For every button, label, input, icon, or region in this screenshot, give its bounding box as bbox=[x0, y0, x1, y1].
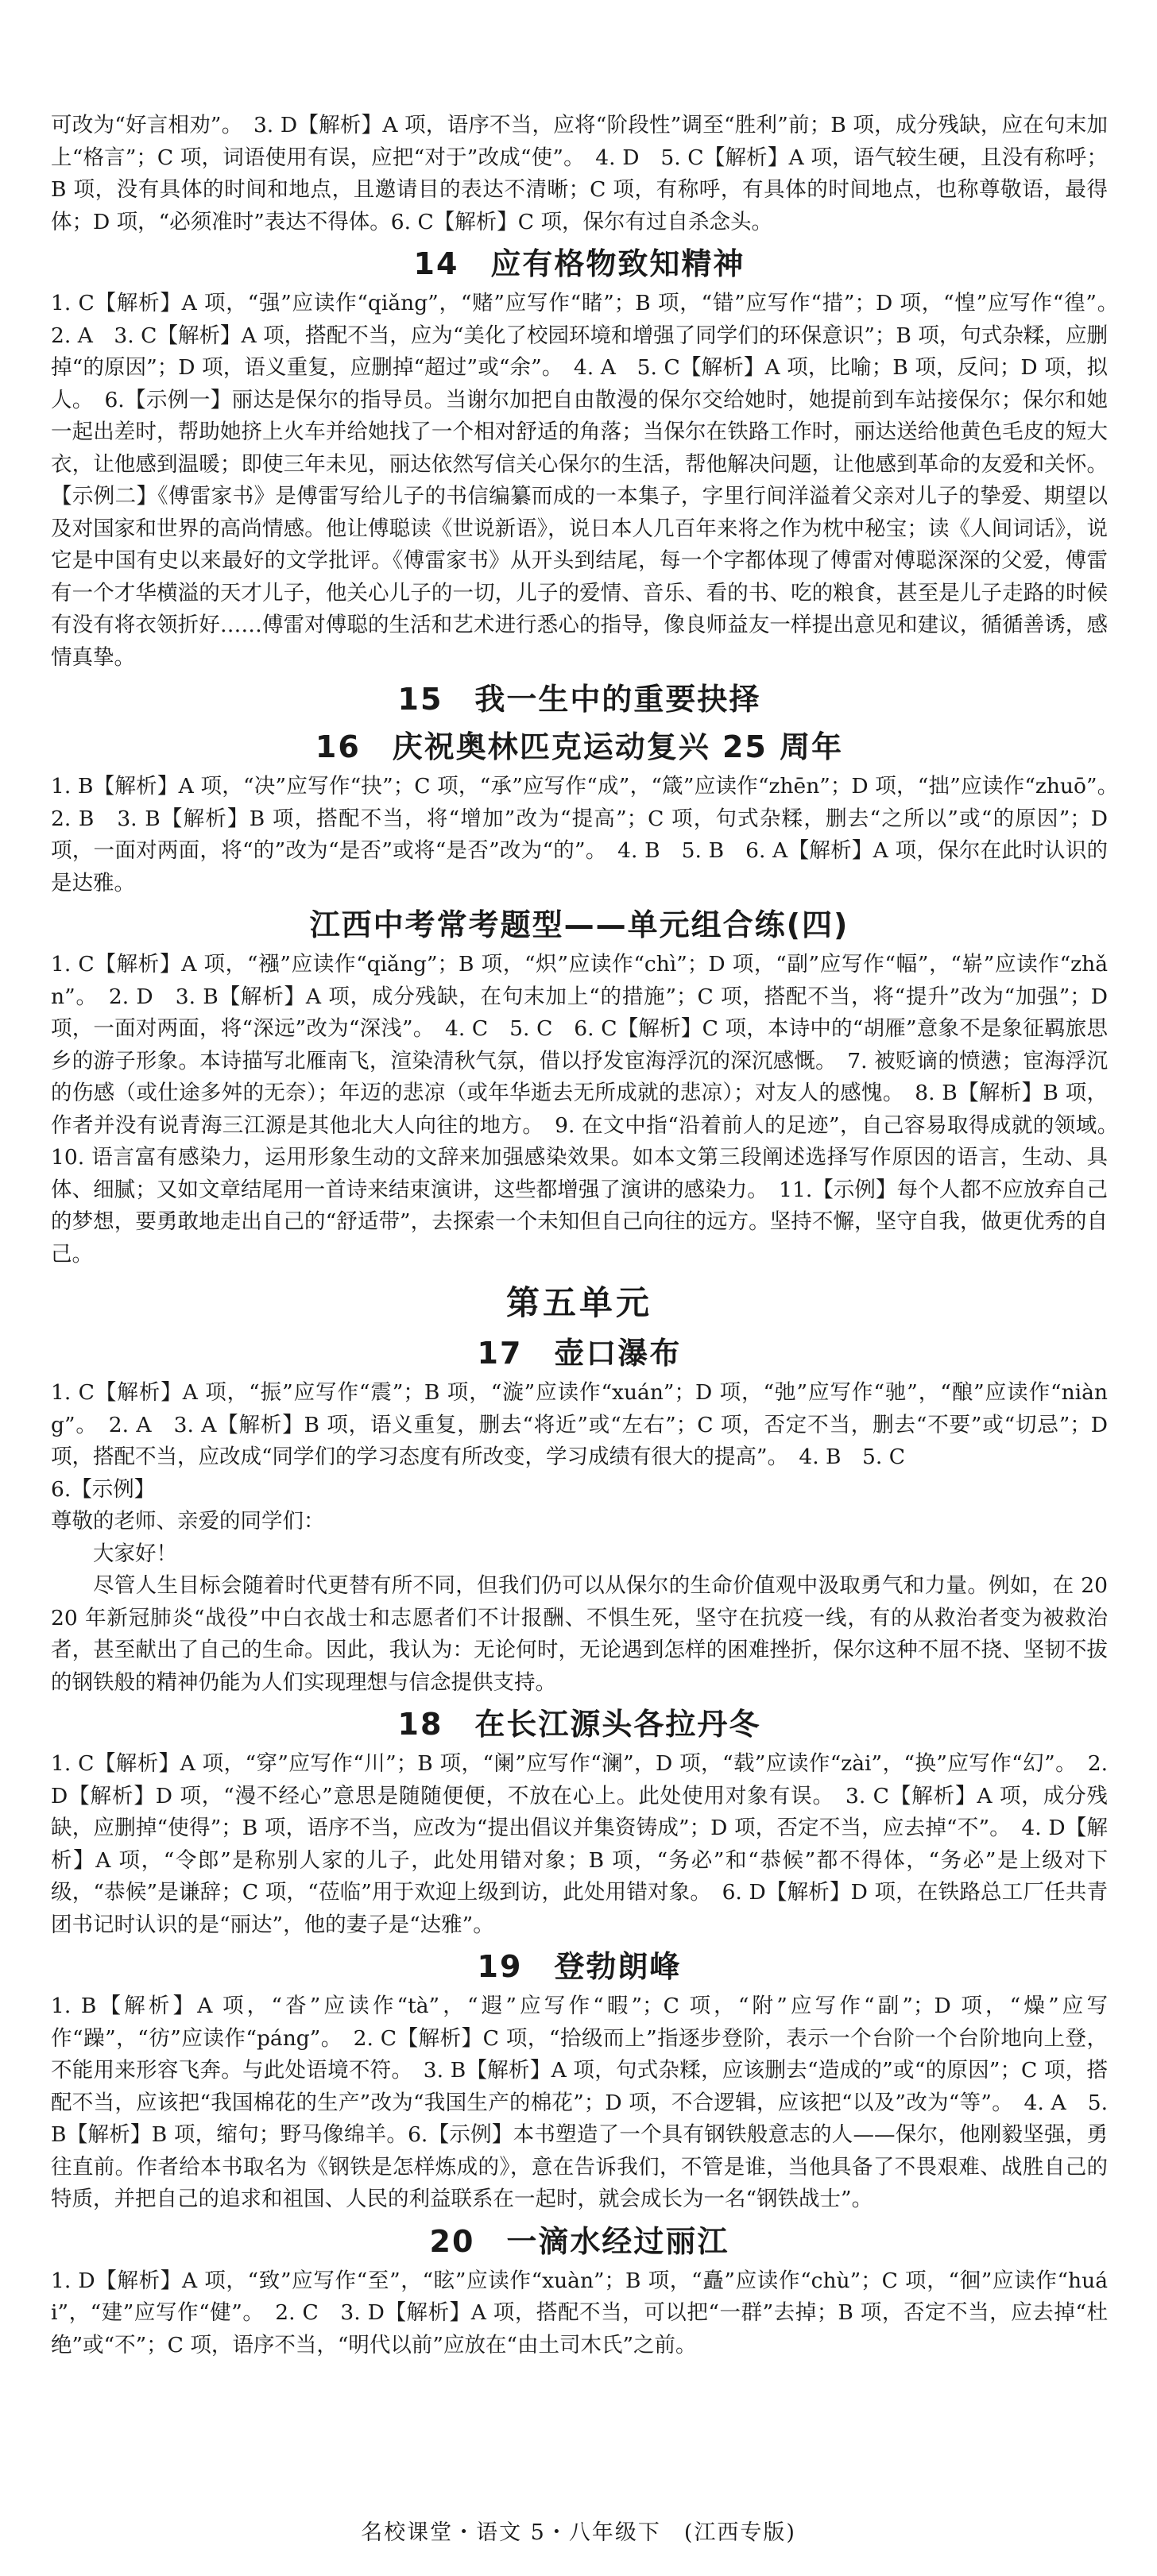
paragraph-17-example-label: 6.【示例】 bbox=[51, 1476, 156, 1502]
section-title-14: 14 应有格物致知精神 bbox=[413, 246, 745, 281]
paragraph-18: 1. C【解析】A 项，“穿”应写作“川”；B 项，“阑”应写作“澜”，D 项，“载”应读作“zài”，“换”应写作“幻”。 2. D【解析】D 项，“漫不经心”意思是随随便便，不放在心上。此处使用对象有误。 3. C【解析】A 项，成分残缺，应删掉“使得”；B 项，语序不当，应改为“提出倡议并集资铸成”；D 项，否定不当，应去掉“不”。 4. D【解析】A 项，“令郎”是称别人家的儿子，此处用错对象；B 项，“务必”和“恭候”都不得体，“务必”是上级对下级，“恭候”是谦辞；C 项，“莅临”用于欢迎上级到访，此处用错对象。 6. D【解析】D 项，在铁路总工厂任共青团书记时认识的是“丽达”，他的妻子是“达雅”。 bbox=[51, 1751, 1115, 1937]
paragraph-17: 1. C【解析】A 项，“振”应写作“震”；B 项，“漩”应读作“xuán”；D 项，“弛”应写作“驰”，“酿”应读作“niàng”。 2. A 3. A【解析】B 项，语义重复，删去“将近”或“左右”；C 项，否定不当，删去“不要”或“切忌”；D 项，搭配不当，应改成“同学们的学习态度有所改变，学习成绩有很大的提高”。 4. B 5. C bbox=[51, 1380, 1115, 1469]
paragraph-17-hello: 大家好！ bbox=[93, 1541, 177, 1566]
paragraph-17-speech: 尽管人生目标会随着时代更替有所不同，但我们仍可以从保尔的生命价值观中汲取勇气和力量。例如，在 2020 年新冠肺炎“战役”中白衣战士和志愿者们不计报酬、不惧生死，坚守在抗疫一线，有的从救治者变为被救治者，甚至献出了自己的生命。因此，我认为：无论何时，无论遇到怎样的困难挫折，保尔这种不屈不挠、坚韧不拔的钢铁般的精神仍能为人们实现理想与信念提供支持。 bbox=[51, 1573, 1108, 1695]
paragraph-14: 1. C【解析】A 项，“强”应读作“qiǎng”，“赌”应写作“睹”；B 项，“错”应写作“措”；D 项，“惶”应写作“徨”。 2. A 3. C【解析】A 项，搭配不当，应为“美化了校园环境和增强了同学们的环保意识”；B 项，句式杂糅，应删掉“的原因”；D 项，语义重复，应删掉“超过”或“余”。 4. A 5. C【解析】A 项，比喻；B 项，反问；D 项，拟人。 6.【示例一】丽达是保尔的指导员。当谢尔加把自由散漫的保尔交给她时，她提前到车站接保尔；保尔和她一起出差时，帮助她挤上火车并给她找了一个相对舒适的角落；当保尔在铁路工作时，丽达送给他黄色毛皮的短大衣，让他感到温暖；即使三年未见，丽达依然写信关心保尔的生活，帮他解决问题，让他感到革命的友爱和关怀。【示例二】《傅雷家书》是傅雷写给儿子的书信编纂而成的一本集子，字里行间洋溢着父亲对儿子的挚爱、期望以及对国家和世界的高尚情感。他让傅聪读《世说新语》，说日本人几百年来将之作为枕中秘宝；读《人间词话》，说它是中国有史以来最好的文学批评。《傅雷家书》从开头到结尾，每一个字都体现了傅雷对傅聪深深的父爱，傅雷有一个才华横溢的天才儿子，他关心儿子的一切，儿子的爱情、音乐、看的书、吃的粮食，甚至是儿子走路的时候有没有将衣领折好……傅雷对傅聪的生活和艺术进行悉心的指导，像良师益友一样提出意见和建议，循循善诱，感情真挚。 bbox=[51, 291, 1129, 670]
paragraph-intro: 可改为“好言相劝”。 3. D【解析】A 项，语序不当，应将“阶段性”调至“胜利”前；B 项，成分残缺，应在句末加上“格言”；C 项，词语使用有误，应把“对于”改成“使”。 4. D 5. C【解析】A 项，语气较生硬，且没有称呼；B 项，没有具体的时间和地点，且邀请目的表达不清晰；C 项，有称呼，有具体的时间地点，也称尊敬语，最得体；D 项，“必须准时”表达不得体。6. C【解析】C 项，保尔有过自杀念头。 bbox=[51, 113, 1108, 234]
paragraph-17-greeting: 尊敬的老师、亲爱的同学们： bbox=[51, 1509, 325, 1534]
section-title-15: 15 我一生中的重要抉择 bbox=[397, 682, 761, 717]
section-title-16: 16 庆祝奥林匹克运动复兴 25 周年 bbox=[315, 729, 844, 764]
section-title-20: 20 一滴水经过丽江 bbox=[429, 2223, 729, 2259]
section-title-unit-practice: 江西中考常考题型——单元组合练(四) bbox=[309, 907, 849, 942]
paragraph-unit-practice: 1. C【解析】A 项，“襁”应读作“qiǎng”；B 项，“炽”应读作“chì”；D 项，“副”应写作“幅”，“崭”应读作“zhǎn”。 2. D 3. B【解析】A 项，成分残缺，在句末加上“的措施”；C 项，搭配不当，将“提升”改为“加强”；D 项，一面对两面，将“深远”改为“深浅”。 4. C 5. C 6. C【解析】C 项，本诗中的“胡雁”意象不是象征羁旅思乡的游子形象。本诗描写北雁南飞，渲染清秋气氛，借以抒发宦海浮沉的深沉感慨。 7. 被贬谪的愤懑；宦海浮沉的伤感（或仕途多舛的无奈）；年迈的悲凉（或年华逝去无所成就的悲凉）；对友人的感愧。 8. B【解析】B 项，作者并没有说青海三江源是其他北大人向往的地方。 9. 在文中指“沿着前人的足迹”，自己容易取得成就的领域。 10. 语言富有感染力，运用形象生动的文辞来加强感染效果。如本文第三段阐述选择写作原因的语言，生动、具体、细腻；又如文章结尾用一首诗来结束演讲，这些都增强了演讲的感染力。 11.【示例】每个人都不应放弃自己的梦想，要勇敢地走出自己的“舒适带”，去探索一个未知但自己向往的远方。坚持不懈，坚守自我，做更优秀的自己。 bbox=[51, 952, 1129, 1267]
paragraph-16: 1. B【解析】A 项，“决”应写作“抉”；C 项，“承”应写作“成”，“箴”应读作“zhēn”；D 项，“拙”应读作“zhuō”。 2. B 3. B【解析】B 项，搭配不当，将“增加”改为“提高”；C 项，句式杂糅，删去“之所以”或“的原因”；D 项，一面对两面，将“的”改为“是否”或将“是否”改为“的”。 4. B 5. B 6. A【解析】A 项，保尔在此时认识的是达雅。 bbox=[51, 774, 1129, 895]
page-footer: 名校课堂・语文 5・八年级下 (江西专版) bbox=[361, 2520, 796, 2545]
paragraph-19: 1. B【解析】A 项，“沓”应读作“tà”，“遐”应写作“暇”；C 项，“附”应写作“副”；D 项，“燥”应写作“躁”，“彷”应读作“páng”。 2. C【解析】C 项，“拾级而上”指逐步登阶，表示一个台阶一个台阶地向上登，不能用来形容飞奔。与此处语境不符。 3. B【解析】A 项，句式杂糅，应该删去“造成的”或“的原因”；C 项，搭配不当，应该把“我国棉花的生产”改为“我国生产的棉花”；D 项，不合逻辑，应该把“以及”改为“等”。 4. A 5. B【解析】B 项，缩句；野马像绵羊。6.【示例】本书塑造了一个具有钢铁般意志的人——保尔，他刚毅坚强，勇往直前。作者给本书取名为《钢铁是怎样炼成的》，意在告诉我们，不管是谁，当他具备了不畏艰难、战胜自己的特质，并把自己的追求和祖国、人民的利益联系在一起时，就会成长为一名“钢铁战士”。 bbox=[51, 1994, 1115, 2211]
section-title-18: 18 在长江源头各拉丹冬 bbox=[397, 1707, 761, 1742]
section-title-19: 19 登勃朗峰 bbox=[477, 1949, 682, 1984]
paragraph-20: 1. D【解析】A 项，“致”应写作“至”，“眩”应读作“xuàn”；B 项，“矗”应读作“chù”；C 项，“徊”应读作“huái”，“建”应写作“健”。 2. C 3. D【解析】A 项，搭配不当，可以把“一群”去掉；B 项，否定不当，应去掉“杜绝”或“不”；C 项，语序不当，“明代以前”应放在“由土司木氏”之前。 bbox=[51, 2268, 1108, 2357]
answer-page bbox=[51, 110, 1129, 2361]
unit-title-5: 第五单元 bbox=[505, 1283, 652, 1322]
section-title-17: 17 壶口瀑布 bbox=[477, 1336, 682, 1371]
